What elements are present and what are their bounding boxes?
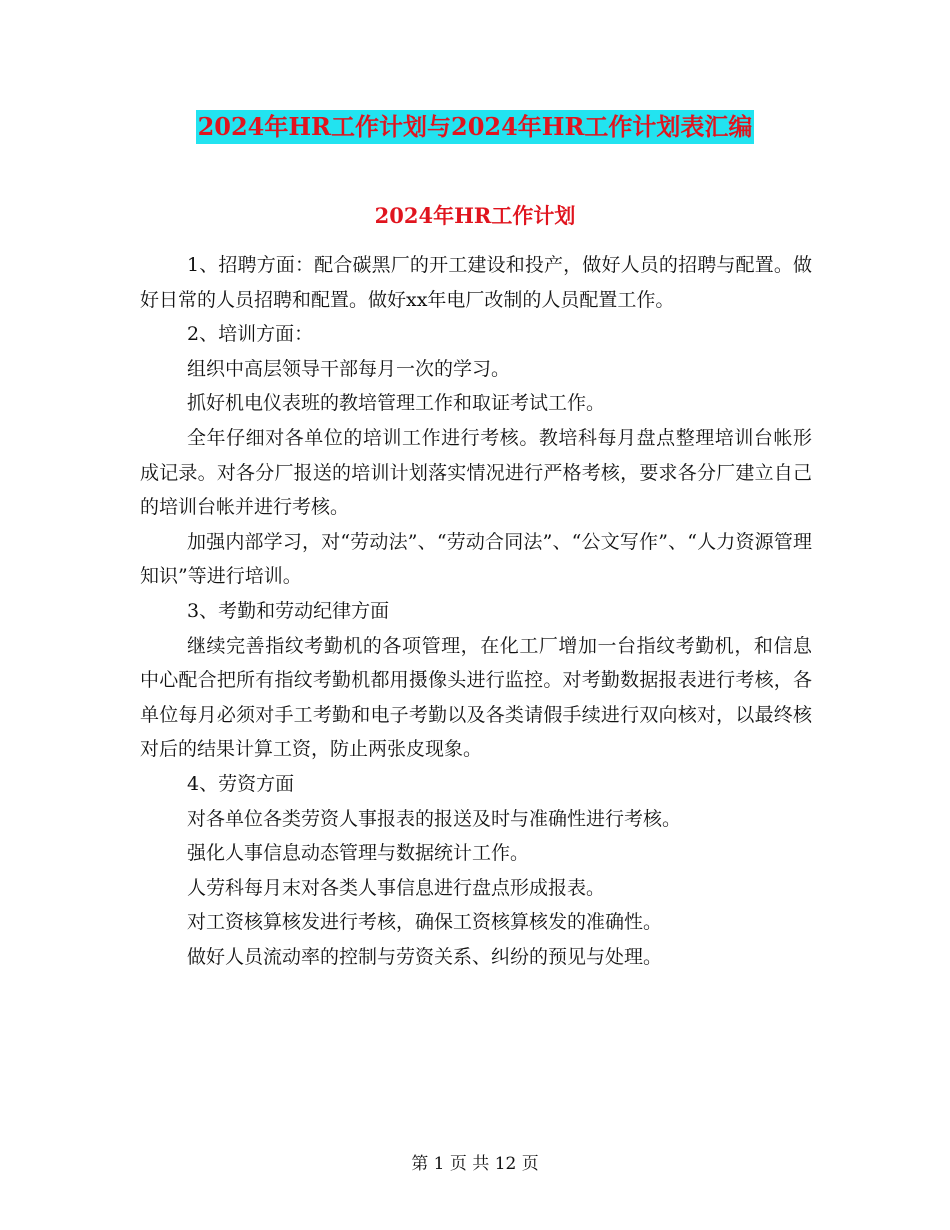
document-body	[140, 248, 812, 974]
paragraph-attendance-item: 继续完善指纹考勤机的各项管理，在化工厂增加一台指纹考勤机，和信息中心配合把所有指纹考勤机都用摄像头进行监控。对考勤数据报表进行考核，各单位每月必须对手工考勤和电子考勤以及各类请假手续进行双向核对，以最终核对后的结果计算工资，防止两张皮现象。	[140, 634, 812, 761]
paragraph-recruitment: 1、招聘方面：配合碳黑厂的开工建设和投产，做好人员的招聘与配置。做好日常的人员招聘和配置。做好xx年电厂改制的人员配置工作。	[140, 254, 812, 311]
paragraph-training-item: 全年仔细对各单位的培训工作进行考核。教培科每月盘点整理培训台帐形成记录。对各分厂报送的培训计划落实情况进行严格考核，要求各分厂建立自己的培训台帐并进行考核。	[140, 426, 812, 519]
paragraph-labor-heading: 4、劳资方面	[187, 772, 295, 795]
paragraph-training-item: 组织中高层领导干部每月一次的学习。	[187, 357, 511, 380]
page-footer: 第 1 页 共 12 页	[411, 1154, 539, 1174]
paragraph-labor-item: 对各单位各类劳资人事报表的报送及时与准确性进行考核。	[187, 807, 682, 830]
document-title: 2024年HR工作计划与2024年HR工作计划表汇编	[196, 110, 755, 144]
paragraph-labor-item: 强化人事信息动态管理与数据统计工作。	[187, 842, 530, 865]
paragraph-training-heading: 2、培训方面：	[187, 323, 314, 346]
paragraph-labor-item: 做好人员流动率的控制与劳资关系、纠纷的预见与处理。	[187, 945, 663, 968]
document-title-container	[0, 110, 950, 144]
section-title: 2024年HR工作计划	[374, 203, 576, 228]
paragraph-training-item: 加强内部学习，对“劳动法”、“劳动合同法”、“公文写作”、“人力资源管理知识”等进行培训。	[140, 530, 812, 588]
paragraph-training-item: 抓好机电仪表班的教培管理工作和取证考试工作。	[187, 392, 606, 415]
paragraph-attendance-heading: 3、考勤和劳动纪律方面	[187, 599, 390, 622]
paragraph-labor-item: 对工资核算核发进行考核，确保工资核算核发的准确性。	[187, 911, 663, 934]
paragraph-labor-item: 人劳科每月末对各类人事信息进行盘点形成报表。	[187, 876, 606, 899]
